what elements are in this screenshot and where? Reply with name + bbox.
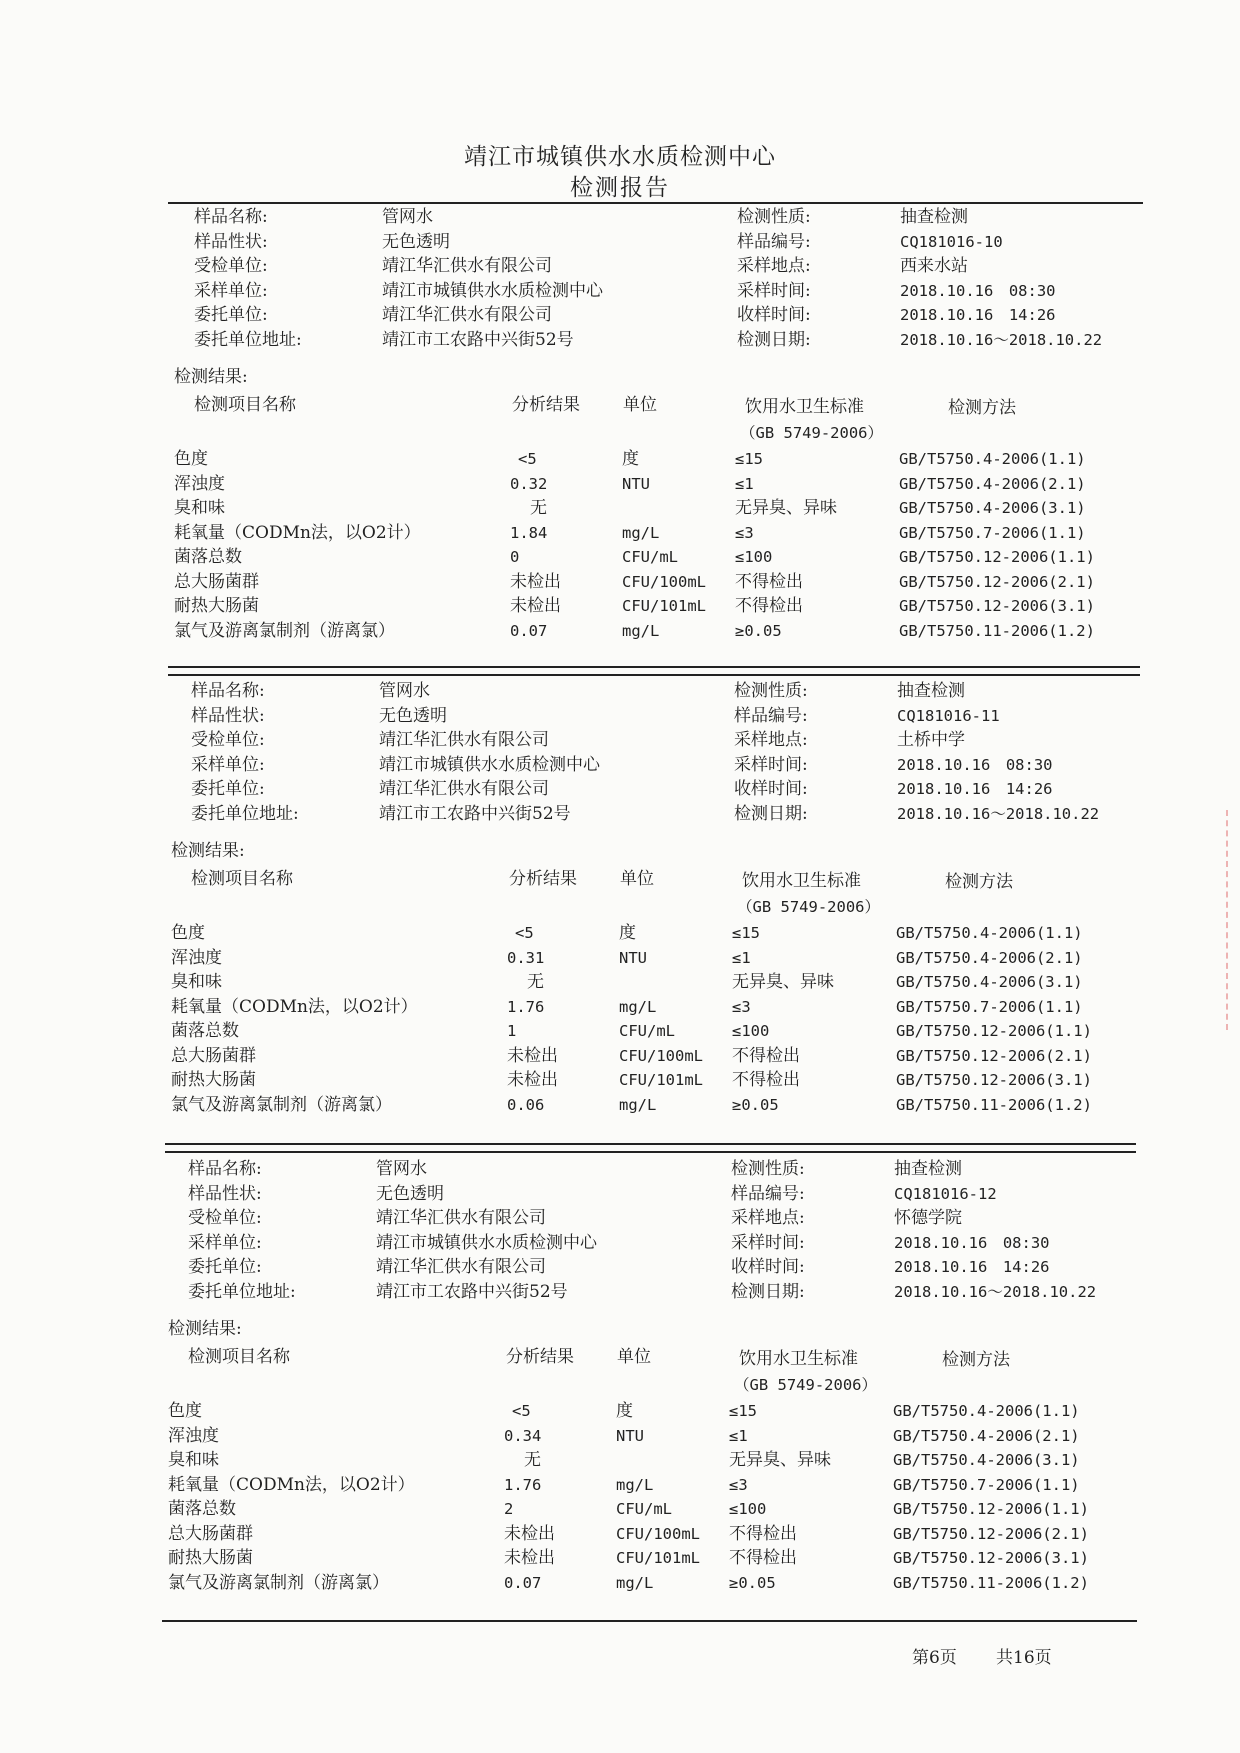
info-value: 管网水: [379, 681, 430, 701]
info-value: 靖江华汇供水有限公司: [382, 256, 552, 277]
table-cell-standard: ≤1: [732, 948, 751, 967]
table-cell-standard: ≤1: [729, 1426, 748, 1445]
table-cell-item: 耗氧量（CODMn法，以O2计）: [168, 1474, 415, 1495]
info-label: 受检单位:: [188, 1208, 262, 1229]
info-label: 委托单位:: [188, 1257, 262, 1278]
block-divider: [168, 666, 1140, 668]
table-cell-standard: 不得检出: [735, 596, 803, 616]
column-header: 单位: [623, 395, 657, 415]
info-label: 样品名称:: [194, 207, 268, 227]
info-value: 靖江市工农路中兴街52号: [379, 804, 571, 824]
table-cell-standard: ≤3: [735, 523, 754, 542]
table-cell-result: 无: [527, 972, 544, 992]
info-label: 采样单位:: [194, 280, 268, 301]
info-label: 检测日期:: [731, 1282, 805, 1302]
table-cell-item: 臭和味: [168, 1450, 219, 1470]
table-cell-item: 耐热大肠菌: [174, 596, 259, 616]
table-cell-item: 色度: [171, 923, 205, 943]
table-cell-method: GB/T5750.4-2006(2.1): [893, 1426, 1080, 1445]
table-cell-unit: CFU/101mL: [619, 1071, 703, 1089]
info-value: CQ181016-12: [894, 1184, 997, 1203]
table-cell-unit: 度: [622, 449, 639, 469]
table-cell-method: GB/T5750.4-2006(2.1): [896, 948, 1083, 967]
table-cell-unit: CFU/100mL: [616, 1524, 700, 1543]
table-cell-unit: NTU: [622, 474, 650, 493]
table-cell-method: GB/T5750.4-2006(3.1): [899, 499, 1086, 517]
table-cell-result: 未检出: [504, 1548, 555, 1568]
table-cell-method: GB/T5750.12-2006(3.1): [896, 1071, 1092, 1089]
table-cell-unit: 度: [619, 923, 636, 943]
column-header: 分析结果: [509, 869, 577, 889]
table-cell-unit: CFU/mL: [619, 1022, 675, 1040]
info-value: CQ181016-11: [897, 706, 1000, 725]
column-header: 饮用水卫生标准: [745, 397, 864, 417]
table-cell-result: 0: [510, 548, 520, 566]
table-cell-result: 1.76: [504, 1475, 542, 1494]
table-cell-item: 总大肠菌群: [171, 1045, 256, 1066]
page-number: 第6页: [912, 1648, 957, 1668]
table-cell-item: 耐热大肠菌: [168, 1548, 253, 1568]
info-label: 样品编号:: [737, 231, 811, 252]
info-label: 检测性质:: [731, 1159, 805, 1179]
table-cell-item: 耐热大肠菌: [171, 1070, 256, 1090]
info-value: 靖江市城镇供水水质检测中心: [379, 754, 600, 775]
info-value: 2018.10.16 14:26: [894, 1258, 1050, 1277]
doc-title: 检测报告: [570, 175, 670, 201]
info-label: 受检单位:: [194, 256, 268, 277]
table-cell-unit: NTU: [619, 948, 647, 967]
table-cell-standard: 不得检出: [729, 1548, 797, 1568]
info-value: 靖江华汇供水有限公司: [376, 1208, 546, 1229]
table-cell-unit: mg/L: [616, 1475, 654, 1494]
table-cell-item: 氯气及游离氯制剂（游离氯）: [171, 1094, 392, 1115]
info-label: 样品性状:: [188, 1183, 262, 1204]
table-cell-result: <5: [512, 1402, 531, 1420]
info-label: 检测性质:: [737, 207, 811, 227]
info-value: 无色透明: [382, 231, 450, 252]
info-value: 无色透明: [376, 1183, 444, 1204]
table-cell-method: GB/T5750.4-2006(1.1): [893, 1402, 1080, 1420]
column-header: 检测方法: [942, 1350, 1010, 1370]
table-cell-method: GB/T5750.4-2006(2.1): [899, 474, 1086, 493]
info-value: 管网水: [376, 1159, 427, 1179]
table-cell-standard: ≤100: [729, 1500, 767, 1518]
table-cell-result: 0.31: [507, 948, 545, 967]
table-cell-item: 臭和味: [174, 498, 225, 518]
table-cell-method: GB/T5750.11-2006(1.2): [893, 1573, 1089, 1592]
table-cell-item: 浑浊度: [171, 947, 222, 968]
table-cell-standard: ≥0.05: [735, 621, 782, 640]
table-cell-unit: CFU/100mL: [622, 572, 706, 591]
info-label: 样品性状:: [191, 705, 265, 726]
info-value: 2018.10.16 08:30: [894, 1233, 1050, 1252]
header-rule: [168, 202, 1143, 204]
info-label: 采样单位:: [191, 754, 265, 775]
info-label: 委托单位地址:: [188, 1282, 296, 1302]
table-cell-result: 未检出: [510, 596, 561, 616]
table-cell-standard: 不得检出: [729, 1523, 797, 1544]
column-header: （GB 5749-2006）: [740, 424, 883, 442]
info-value: 2018.10.16～2018.10.22: [894, 1283, 1097, 1301]
table-cell-method: GB/T5750.12-2006(1.1): [893, 1500, 1089, 1518]
table-cell-result: 0.32: [510, 474, 548, 493]
info-label: 收样时间:: [734, 779, 808, 800]
table-cell-method: GB/T5750.12-2006(1.1): [896, 1022, 1092, 1040]
table-cell-standard: ≤3: [732, 997, 751, 1016]
info-label: 检测日期:: [737, 330, 811, 350]
info-value: 靖江华汇供水有限公司: [376, 1257, 546, 1278]
table-cell-item: 总大肠菌群: [174, 571, 259, 592]
table-cell-item: 浑浊度: [168, 1425, 219, 1446]
info-value: 靖江市工农路中兴街52号: [382, 330, 574, 350]
table-cell-result: 1.84: [510, 523, 548, 542]
info-value: 2018.10.16～2018.10.22: [897, 805, 1100, 823]
table-cell-item: 总大肠菌群: [168, 1523, 253, 1544]
info-value: 2018.10.16 14:26: [897, 780, 1053, 799]
table-cell-method: GB/T5750.4-2006(1.1): [896, 924, 1083, 942]
table-cell-unit: CFU/mL: [622, 548, 678, 566]
info-value: 靖江市城镇供水水质检测中心: [376, 1232, 597, 1253]
table-cell-unit: 度: [616, 1401, 633, 1421]
table-cell-method: GB/T5750.12-2006(2.1): [896, 1046, 1092, 1065]
table-cell-item: 色度: [168, 1401, 202, 1421]
info-value: 抽查检测: [897, 681, 965, 701]
column-header: 检测项目名称: [188, 1347, 290, 1367]
info-value: 土桥中学: [897, 730, 965, 751]
column-header: （GB 5749-2006）: [737, 898, 880, 916]
table-cell-unit: CFU/101mL: [622, 597, 706, 615]
table-cell-item: 菌落总数: [174, 547, 242, 567]
info-value: 怀德学院: [894, 1208, 962, 1229]
table-cell-result: 未检出: [507, 1045, 558, 1066]
table-cell-unit: mg/L: [619, 997, 657, 1016]
info-value: 2018.10.16 08:30: [900, 281, 1056, 300]
table-cell-result: 1.76: [507, 997, 545, 1016]
table-cell-unit: mg/L: [622, 621, 660, 640]
table-cell-result: 0.07: [510, 621, 548, 640]
table-cell-standard: 无异臭、异味: [732, 972, 834, 992]
table-cell-result: 无: [530, 498, 547, 518]
table-cell-standard: ≤15: [735, 450, 763, 468]
info-label: 委托单位:: [194, 305, 268, 326]
column-header: 单位: [617, 1347, 651, 1367]
column-header: 检测方法: [948, 398, 1016, 418]
table-cell-unit: CFU/mL: [616, 1500, 672, 1518]
table-cell-method: GB/T5750.12-2006(2.1): [893, 1524, 1089, 1543]
table-cell-method: GB/T5750.12-2006(3.1): [899, 597, 1095, 615]
info-value: 管网水: [382, 207, 433, 227]
table-cell-standard: ≥0.05: [732, 1095, 779, 1114]
results-heading: 检测结果:: [171, 841, 245, 861]
table-cell-result: 1: [507, 1022, 517, 1040]
info-value: 无色透明: [379, 705, 447, 726]
info-label: 采样时间:: [737, 280, 811, 301]
column-header: 检测项目名称: [194, 395, 296, 415]
table-cell-item: 耗氧量（CODMn法，以O2计）: [174, 522, 421, 543]
info-value: 靖江华汇供水有限公司: [379, 730, 549, 751]
table-cell-method: GB/T5750.12-2006(2.1): [899, 572, 1095, 591]
table-cell-item: 浑浊度: [174, 473, 225, 494]
table-cell-method: GB/T5750.4-2006(3.1): [896, 973, 1083, 991]
info-label: 采样地点:: [734, 730, 808, 751]
info-label: 样品编号:: [734, 705, 808, 726]
info-label: 样品名称:: [188, 1159, 262, 1179]
table-cell-method: GB/T5750.7-2006(1.1): [896, 997, 1083, 1016]
info-label: 委托单位:: [191, 779, 265, 800]
table-cell-result: 0.34: [504, 1426, 542, 1445]
info-value: 西来水站: [900, 256, 968, 277]
table-cell-result: 未检出: [510, 571, 561, 592]
info-value: 靖江市工农路中兴街52号: [376, 1282, 568, 1302]
table-cell-result: 未检出: [507, 1070, 558, 1090]
footer-rule: [162, 1620, 1137, 1622]
column-header: 检测方法: [945, 872, 1013, 892]
info-label: 采样时间:: [731, 1232, 805, 1253]
info-label: 采样地点:: [731, 1208, 805, 1229]
table-cell-item: 色度: [174, 449, 208, 469]
info-value: 抽查检测: [894, 1159, 962, 1179]
table-cell-unit: CFU/100mL: [619, 1046, 703, 1065]
table-cell-method: GB/T5750.7-2006(1.1): [893, 1475, 1080, 1494]
info-label: 采样单位:: [188, 1232, 262, 1253]
info-label: 样品性状:: [194, 231, 268, 252]
info-label: 检测性质:: [734, 681, 808, 701]
table-cell-result: 0.06: [507, 1095, 545, 1114]
info-label: 采样时间:: [734, 754, 808, 775]
table-cell-unit: NTU: [616, 1426, 644, 1445]
table-cell-item: 菌落总数: [171, 1021, 239, 1041]
table-cell-result: <5: [515, 924, 534, 942]
table-cell-method: GB/T5750.7-2006(1.1): [899, 523, 1086, 542]
table-cell-standard: 不得检出: [732, 1070, 800, 1090]
info-label: 检测日期:: [734, 804, 808, 824]
table-cell-standard: 无异臭、异味: [729, 1450, 831, 1470]
info-label: 收样时间:: [737, 305, 811, 326]
table-cell-result: 2: [504, 1500, 514, 1518]
table-cell-standard: ≤3: [729, 1475, 748, 1494]
table-cell-unit: mg/L: [616, 1573, 654, 1592]
info-label: 委托单位地址:: [194, 330, 302, 350]
results-heading: 检测结果:: [168, 1319, 242, 1339]
info-label: 样品名称:: [191, 681, 265, 701]
info-value: 抽查检测: [900, 207, 968, 227]
column-header: 分析结果: [506, 1347, 574, 1367]
table-cell-unit: mg/L: [619, 1095, 657, 1114]
results-heading: 检测结果:: [174, 367, 248, 387]
table-cell-standard: 不得检出: [732, 1045, 800, 1066]
table-cell-unit: CFU/101mL: [616, 1549, 700, 1567]
table-cell-method: GB/T5750.11-2006(1.2): [899, 621, 1095, 640]
page-total: 共16页: [996, 1648, 1052, 1668]
table-cell-standard: ≤100: [735, 548, 773, 566]
table-cell-method: GB/T5750.11-2006(1.2): [896, 1095, 1092, 1114]
table-cell-standard: 不得检出: [735, 571, 803, 592]
info-value: 2018.10.16 14:26: [900, 306, 1056, 325]
table-cell-method: GB/T5750.4-2006(3.1): [893, 1451, 1080, 1469]
org-title: 靖江市城镇供水水质检测中心: [464, 144, 776, 170]
column-header: 单位: [620, 869, 654, 889]
table-cell-result: 无: [524, 1450, 541, 1470]
table-cell-method: GB/T5750.12-2006(1.1): [899, 548, 1095, 566]
info-label: 委托单位地址:: [191, 804, 299, 824]
seal-stamp-edge: [1226, 810, 1240, 1030]
table-cell-item: 菌落总数: [168, 1499, 236, 1519]
table-cell-method: GB/T5750.12-2006(3.1): [893, 1549, 1089, 1567]
info-value: 靖江市城镇供水水质检测中心: [382, 280, 603, 301]
table-cell-result: 未检出: [504, 1523, 555, 1544]
info-label: 采样地点:: [737, 256, 811, 277]
column-header: 饮用水卫生标准: [739, 1349, 858, 1369]
table-cell-result: <5: [518, 450, 537, 468]
column-header: 检测项目名称: [191, 869, 293, 889]
table-cell-standard: ≤100: [732, 1022, 770, 1040]
table-cell-item: 氯气及游离氯制剂（游离氯）: [174, 620, 395, 641]
table-cell-standard: ≤15: [732, 924, 760, 942]
column-header: （GB 5749-2006）: [734, 1376, 877, 1394]
table-cell-item: 氯气及游离氯制剂（游离氯）: [168, 1572, 389, 1593]
table-cell-item: 耗氧量（CODMn法，以O2计）: [171, 996, 418, 1017]
table-cell-unit: mg/L: [622, 523, 660, 542]
column-header: 饮用水卫生标准: [742, 871, 861, 891]
info-label: 收样时间:: [731, 1257, 805, 1278]
table-cell-standard: ≤1: [735, 474, 754, 493]
table-cell-item: 臭和味: [171, 972, 222, 992]
info-label: 样品编号:: [731, 1183, 805, 1204]
table-cell-standard: 无异臭、异味: [735, 498, 837, 518]
info-value: 靖江华汇供水有限公司: [379, 779, 549, 800]
info-value: 2018.10.16～2018.10.22: [900, 331, 1103, 349]
column-header: 分析结果: [512, 395, 580, 415]
info-value: CQ181016-10: [900, 232, 1003, 251]
block-divider: [165, 1143, 1136, 1145]
table-cell-method: GB/T5750.4-2006(1.1): [899, 450, 1086, 468]
info-value: 靖江华汇供水有限公司: [382, 305, 552, 326]
table-cell-standard: ≥0.05: [729, 1573, 776, 1592]
table-cell-standard: ≤15: [729, 1402, 757, 1420]
table-cell-result: 0.07: [504, 1573, 542, 1592]
info-value: 2018.10.16 08:30: [897, 755, 1053, 774]
info-label: 受检单位:: [191, 730, 265, 751]
